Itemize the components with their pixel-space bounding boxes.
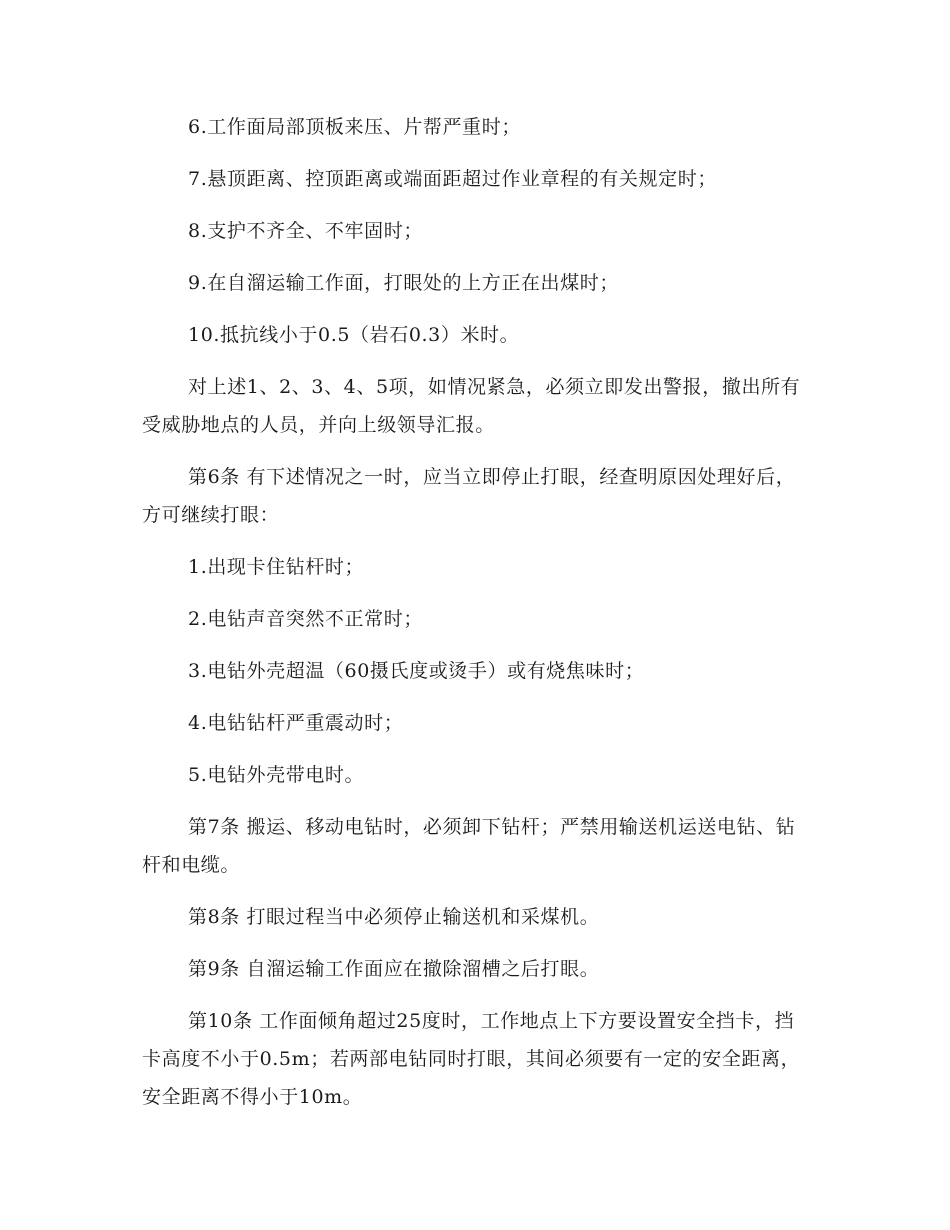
paragraph-article6-item-5: 5.电钻外壳带电时。 — [188, 764, 365, 786]
paragraph-article-9: 第9条 自溜运输工作面应在撤除溜槽之后打眼。 — [188, 958, 600, 980]
paragraph-item-7: 7.悬顶距离、控顶距离或端面距超过作业章程的有关规定时； — [188, 168, 717, 190]
paragraph-article6-item-1: 1.出现卡住钻杆时； — [188, 556, 365, 578]
paragraph-article6-item-4: 4.电钻钻杆严重震动时； — [188, 712, 404, 734]
paragraph-article6-item-3: 3.电钻外壳超温（60摄氏度或烫手）或有烧焦味时； — [188, 660, 645, 682]
paragraph-item-6: 6.工作面局部顶板来压、片帮严重时； — [188, 116, 521, 138]
paragraph-emergency-note: 对上述1、2、3、4、5项，如情况紧急，必须立即发出警报，撤出所有受威胁地点的人员，并向上级领导汇报。 — [142, 376, 801, 436]
paragraph-article-10: 第10条 工作面倾角超过25度时，工作地点上下方要设置安全挡卡，挡卡高度不小于0.5m；若两部电钻同时打眼，其间必须要有一定的安全距离，安全距离不得小于10m。 — [142, 1010, 801, 1108]
paragraph-article6-item-2: 2.电钻声音突然不正常时； — [188, 608, 423, 630]
paragraph-item-10: 10.抵抗线小于0.5（岩石0.3）米时。 — [188, 324, 520, 346]
paragraph-article-6: 第6条 有下述情况之一时，应当立即停止打眼，经查明原因处理好后，方可继续打眼： — [142, 466, 796, 526]
paragraph-article-7: 第7条 搬运、移动电钻时，必须卸下钻杆；严禁用输送机运送电钻、钻杆和电缆。 — [142, 816, 796, 876]
paragraph-article-8: 第8条 打眼过程当中必须停止输送机和采煤机。 — [188, 906, 600, 928]
paragraph-item-9: 9.在自溜运输工作面，打眼处的上方正在出煤时； — [188, 272, 619, 294]
paragraph-item-8: 8.支护不齐全、不牢固时； — [188, 220, 423, 242]
document-body — [142, 108, 812, 1130]
